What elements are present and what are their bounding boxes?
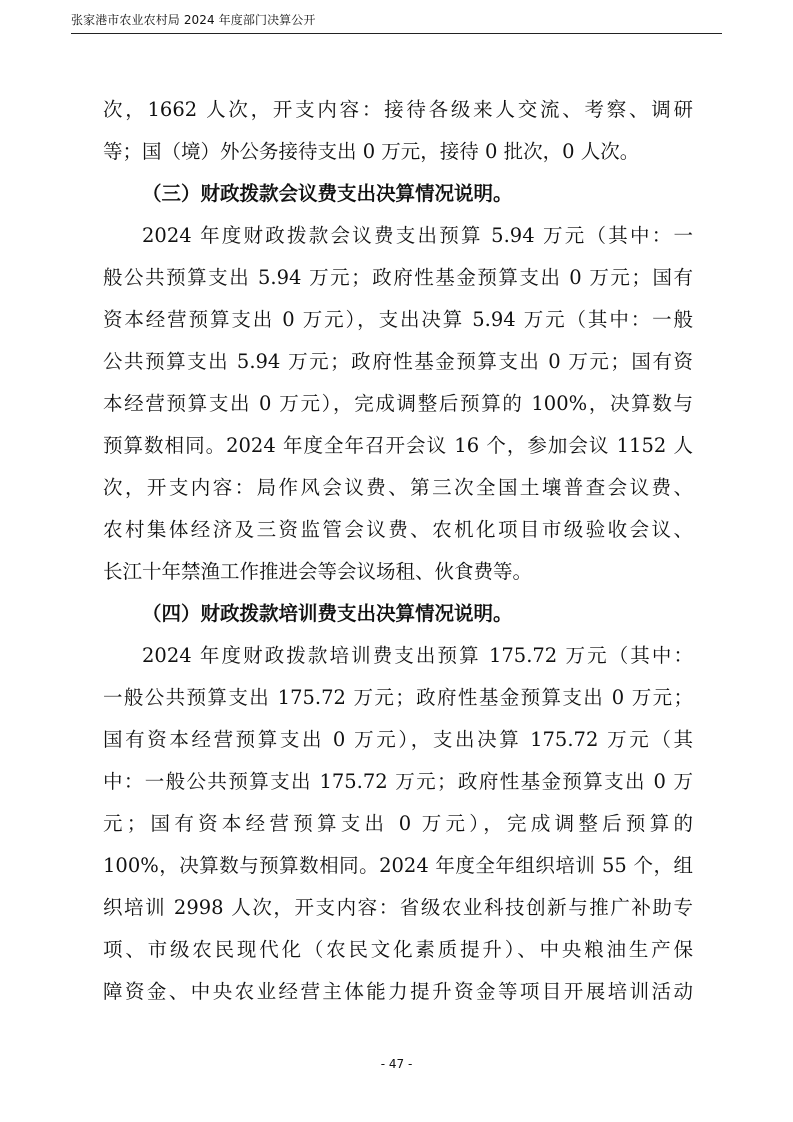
body-text-line: 般公共预算支出 5.94 万元；政府性基金预算支出 0 万元；国有 — [103, 266, 693, 289]
section-heading-training-fees: （四）财政拨款培训费支出决算情况说明。 — [142, 602, 513, 625]
body-text-line: 国有资本经营预算支出 0 万元），支出决算 175.72 万元（其 — [103, 728, 693, 751]
body-text-line: 次，开支内容：局作风会议费、第三次全国土壤普查会议费、 — [103, 476, 693, 499]
body-text-line: 次，1662 人次，开支内容：接待各级来人交流、考察、调研 — [103, 98, 693, 121]
body-text-line: 长江十年禁渔工作推进会等会议场租、伙食费等。 — [103, 560, 533, 583]
body-text-line: 障资金、中央农业经营主体能力提升资金等项目开展培训活动 — [103, 980, 693, 1003]
header-divider — [71, 33, 722, 34]
body-text-line: 100%，决算数与预算数相同。2024 年度全年组织培训 55 个，组 — [103, 854, 693, 877]
body-text-line: 织培训 2998 人次，开支内容：省级农业科技创新与推广补助专 — [103, 896, 693, 919]
body-text-line: 本经营预算支出 0 万元），完成调整后预算的 100%，决算数与 — [103, 392, 693, 415]
body-text-line: 项、市级农民现代化（农民文化素质提升）、中央粮油生产保 — [103, 938, 693, 961]
body-text-line: 元；国有资本经营预算支出 0 万元），完成调整后预算的 — [103, 812, 693, 835]
body-text-line: 2024 年度财政拨款培训费支出预算 175.72 万元（其中： — [142, 644, 693, 667]
body-text-line: 2024 年度财政拨款会议费支出预算 5.94 万元（其中：一 — [142, 224, 693, 247]
body-text-line: 农村集体经济及三资监管会议费、农机化项目市级验收会议、 — [103, 518, 693, 541]
body-text-line: 一般公共预算支出 175.72 万元；政府性基金预算支出 0 万元； — [103, 686, 693, 709]
page-number: - 47 - — [380, 1057, 413, 1071]
section-heading-meeting-fees: （三）财政拨款会议费支出决算情况说明。 — [142, 182, 513, 205]
body-text-line: 公共预算支出 5.94 万元；政府性基金预算支出 0 万元；国有资 — [103, 350, 693, 373]
body-text-line: 中：一般公共预算支出 175.72 万元；政府性基金预算支出 0 万 — [103, 770, 693, 793]
body-text-line: 预算数相同。2024 年度全年召开会议 16 个，参加会议 1152 人 — [103, 434, 693, 457]
body-text-line: 等；国（境）外公务接待支出 0 万元，接待 0 批次，0 人次。 — [103, 140, 640, 163]
body-text-line: 资本经营预算支出 0 万元），支出决算 5.94 万元（其中：一般 — [103, 308, 693, 331]
document-header-title: 张家港市农业农村局 2024 年度部门决算公开 — [71, 13, 316, 27]
